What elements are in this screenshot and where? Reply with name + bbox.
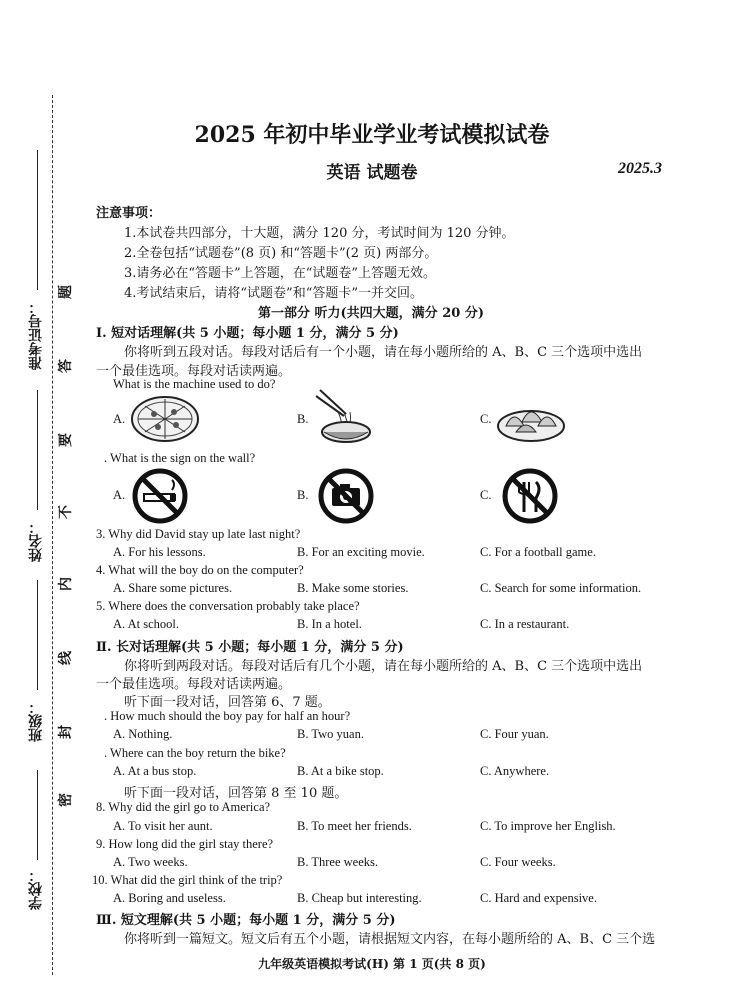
seal-char: 线 <box>58 651 74 665</box>
answer-option[interactable]: B. Make some stories. <box>297 581 409 595</box>
question-3: 3. Why did David stay up late last night? <box>96 527 301 541</box>
school-field[interactable] <box>37 770 39 860</box>
answer-option[interactable]: C. Four weeks. <box>480 855 556 869</box>
seal-char: 要 <box>58 433 74 447</box>
answer-option[interactable]: A. Share some pictures. <box>113 581 233 595</box>
seal-char: 题 <box>58 285 74 299</box>
answer-option[interactable]: A. For his lessons. <box>113 545 206 559</box>
answer-option[interactable]: B. Three weeks. <box>297 855 378 869</box>
name-label: 姓名： <box>28 520 44 562</box>
section-intro: 你将听到五段对话。每段对话后有一个小题，请在每小题所给的 A、B、C 三个选项中选出 <box>124 345 643 360</box>
answer-option[interactable]: A. At school. <box>113 617 179 631</box>
answer-option[interactable]: C. Search for some information. <box>480 581 642 595</box>
notice-item: 4.考试结束后，请将“试题卷”和“答题卡”一并交回。 <box>124 286 423 301</box>
answer-option[interactable]: A. To visit her aunt. <box>113 819 213 833</box>
listen-instruction: 听下面一段对话，回答第 8 至 10 题。 <box>124 786 348 801</box>
page-footer: 九年级英语模拟考试(H) 第 1 页(共 8 页) <box>258 957 486 971</box>
answer-option[interactable]: B. In a hotel. <box>297 617 362 631</box>
section-title: Ⅲ. 短文理解(共 5 小题；每小题 1 分，满分 5 分) <box>96 913 396 928</box>
answer-option[interactable]: B. Cheap but interesting. <box>297 891 422 905</box>
answer-option[interactable]: C. In a restaurant. <box>480 617 570 631</box>
exam-date: 2025.3 <box>618 160 662 177</box>
option-label: C. <box>480 412 492 426</box>
name-field[interactable] <box>37 390 39 510</box>
notice-item: 1.本试卷共四部分，十大题，满分 120 分，考试时间为 120 分钟。 <box>124 226 515 241</box>
class-field[interactable] <box>37 580 39 690</box>
seal-char: 密 <box>58 793 74 807</box>
seal-char: 不 <box>58 505 74 519</box>
option-label: B. <box>297 488 309 502</box>
answer-option[interactable]: C. For a football game. <box>480 545 596 559</box>
notice-heading: 注意事项： <box>96 206 162 221</box>
pizza-icon <box>130 394 200 444</box>
question-5: 5. Where does the conversation probably take place? <box>96 599 360 613</box>
listen-instruction: 听下面一段对话，回答第 6、7 题。 <box>124 695 331 710</box>
question-2: . What is the sign on the wall? <box>104 451 256 465</box>
section-intro: 你将听到一篇短文。短文后有五个小题，请根据短文内容，在每小题所给的 A、B、C 三个选 <box>124 932 656 947</box>
option-label: A. <box>113 412 126 426</box>
question-6: . How much should the boy pay for half an hour? <box>104 709 351 723</box>
question-9: 9. How long did the girl stay there? <box>96 837 274 851</box>
section-intro: 一个最佳选项。每段对话读两遍。 <box>96 364 292 379</box>
section-intro: 一个最佳选项。每段对话读两遍。 <box>96 677 292 692</box>
option-label: B. <box>297 412 309 426</box>
dumplings-icon <box>496 396 566 444</box>
page-subtitle: 英语 试题卷 <box>326 163 418 183</box>
answer-option[interactable]: A. Boring and useless. <box>113 891 226 905</box>
section-title: Ⅱ. 长对话理解(共 5 小题；每小题 1 分，满分 5 分) <box>96 640 404 655</box>
question-4: 4. What will the boy do on the computer? <box>96 563 304 577</box>
answer-option[interactable]: B. For an exciting movie. <box>297 545 425 559</box>
answer-option[interactable]: C. Anywhere. <box>480 764 550 778</box>
question-7: . Where can the boy return the bike? <box>104 746 286 760</box>
seal-char: 内 <box>58 577 74 591</box>
option-label: A. <box>113 488 126 502</box>
notice-item: 2.全卷包括“试题卷”(8 页) 和“答题卡”(2 页) 两部分。 <box>124 246 438 261</box>
answer-option[interactable]: B. To meet her friends. <box>297 819 412 833</box>
school-label: 学校： <box>28 868 44 910</box>
no-eating-icon <box>502 468 558 524</box>
answer-option[interactable]: B. At a bike stop. <box>297 764 384 778</box>
question-8: 8. Why did the girl go to America? <box>96 800 271 814</box>
no-smoking-icon <box>132 468 188 524</box>
page-title: 2025 年初中毕业学业考试模拟试卷 <box>194 122 550 148</box>
question-1: What is the machine used to do? <box>113 377 276 391</box>
binding-dashed-line <box>52 95 54 975</box>
answer-option[interactable]: A. At a bus stop. <box>113 764 197 778</box>
part-title: 第一部分 听力(共四大题，满分 20 分) <box>258 306 484 321</box>
answer-option[interactable]: A. Nothing. <box>113 727 173 741</box>
section-title: Ⅰ. 短对话理解(共 5 小题；每小题 1 分，满分 5 分) <box>96 326 399 341</box>
answer-option[interactable]: C. Hard and expensive. <box>480 891 597 905</box>
question-10: 10. What did the girl think of the trip? <box>92 873 283 887</box>
answer-option[interactable]: A. Two weeks. <box>113 855 188 869</box>
noodles-icon <box>314 388 374 450</box>
class-label: 班级： <box>28 700 44 742</box>
exam-number-label: 准考证号： <box>28 300 44 370</box>
option-label: C. <box>480 488 492 502</box>
no-photography-icon <box>318 468 374 524</box>
section-intro: 你将听到两段对话。每段对话后有几个小题，请在每小题所给的 A、B、C 三个选项中选出 <box>124 659 643 674</box>
seal-char: 答 <box>58 359 74 373</box>
answer-option[interactable]: B. Two yuan. <box>297 727 364 741</box>
notice-item: 3.请务必在“答题卡”上答题，在“试题卷”上答题无效。 <box>124 266 436 281</box>
answer-option[interactable]: C. To improve her English. <box>480 819 616 833</box>
seal-char: 封 <box>58 725 74 739</box>
answer-option[interactable]: C. Four yuan. <box>480 727 549 741</box>
